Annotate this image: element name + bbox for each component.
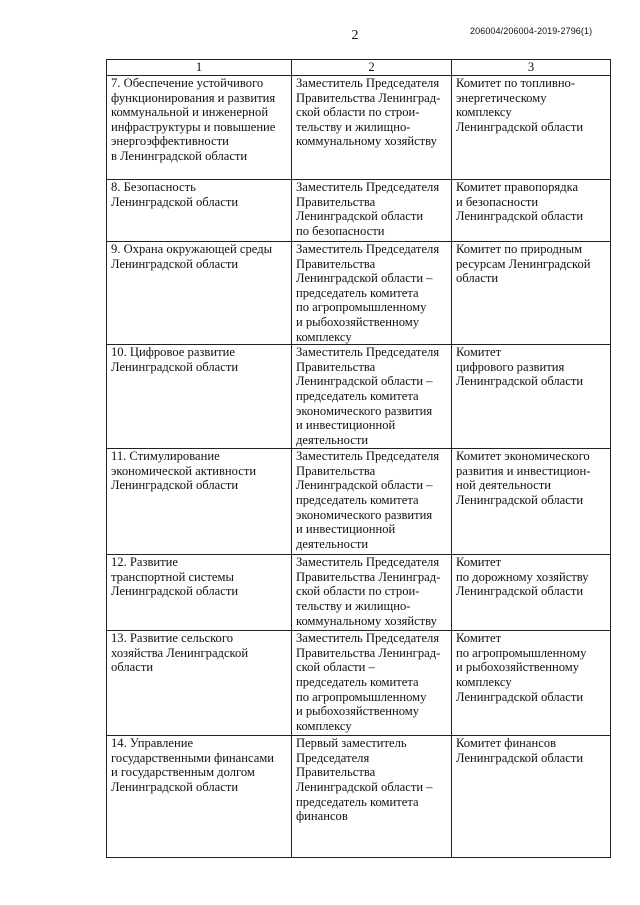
program-cell: 12. Развитие транспортной системы Ленинградской области: [107, 555, 292, 631]
curator-cell: Заместитель Председателя Правительства Ленинград- ской области по строи- тельству и жилищно- коммунальному хозяйству: [292, 76, 452, 180]
table-row: [107, 631, 611, 736]
curator-cell: Заместитель Председателя Правительства Ленинградской области – председатель комитета по агропромышленному и рыбохозяйственному комплексу: [292, 242, 452, 345]
curator-cell: Заместитель Председателя Правительства Ленинградской области по безопасности: [292, 180, 452, 242]
table-row: [107, 76, 611, 180]
table-header-row: [107, 60, 611, 76]
program-cell: 7. Обеспечение устойчивого функционирования и развития коммунальной и инженерной инфраструктуры и повышение энергоэффективности в Ленинградской области: [107, 76, 292, 180]
executor-cell: Комитет финансов Ленинградской области: [452, 736, 611, 858]
table-row: [107, 180, 611, 242]
curator-cell: Заместитель Председателя Правительства Ленинградской области – председатель комитета экономического развития и инвестиционной деятельности: [292, 345, 452, 449]
program-cell: 11. Стимулирование экономической активности Ленинградской области: [107, 449, 292, 555]
table-row: [107, 555, 611, 631]
program-cell: 9. Охрана окружающей среды Ленинградской области: [107, 242, 292, 345]
table-row: [107, 736, 611, 858]
table-row: [107, 345, 611, 449]
curator-cell: Первый заместитель Председателя Правительства Ленинградской области – председатель комитета финансов: [292, 736, 452, 858]
executor-cell: Комитет цифрового развития Ленинградской области: [452, 345, 611, 449]
program-cell: 14. Управление государственными финансами и государственным долгом Ленинградской области: [107, 736, 292, 858]
document-id: 206004/206004-2019-2796(1): [470, 26, 593, 36]
programs-table: [106, 59, 611, 858]
column-header: 2: [292, 60, 452, 76]
table-row: [107, 449, 611, 555]
executor-cell: Комитет по топливно- энергетическому комплексу Ленинградской области: [452, 76, 611, 180]
executor-cell: Комитет по агропромышленному и рыбохозяйственному комплексу Ленинградской области: [452, 631, 611, 736]
program-cell: 10. Цифровое развитие Ленинградской области: [107, 345, 292, 449]
program-cell: 8. Безопасность Ленинградской области: [107, 180, 292, 242]
page-number: 2: [351, 28, 359, 43]
curator-cell: Заместитель Председателя Правительства Ленинград- ской области по строи- тельству и жилищно- коммунальному хозяйству: [292, 555, 452, 631]
table-row: [107, 242, 611, 345]
column-header: 3: [452, 60, 611, 76]
curator-cell: Заместитель Председателя Правительства Ленинградской области – председатель комитета экономического развития и инвестиционной деятельности: [292, 449, 452, 555]
executor-cell: Комитет по природным ресурсам Ленинградской области: [452, 242, 611, 345]
column-header: 1: [107, 60, 292, 76]
curator-cell: Заместитель Председателя Правительства Ленинград- ской области – председатель комитета по агропромышленному и рыбохозяйственному комплексу: [292, 631, 452, 736]
executor-cell: Комитет экономического развития и инвестицион- ной деятельности Ленинградской области: [452, 449, 611, 555]
executor-cell: Комитет по дорожному хозяйству Ленинградской области: [452, 555, 611, 631]
program-cell: 13. Развитие сельского хозяйства Ленинградской области: [107, 631, 292, 736]
executor-cell: Комитет правопорядка и безопасности Ленинградской области: [452, 180, 611, 242]
